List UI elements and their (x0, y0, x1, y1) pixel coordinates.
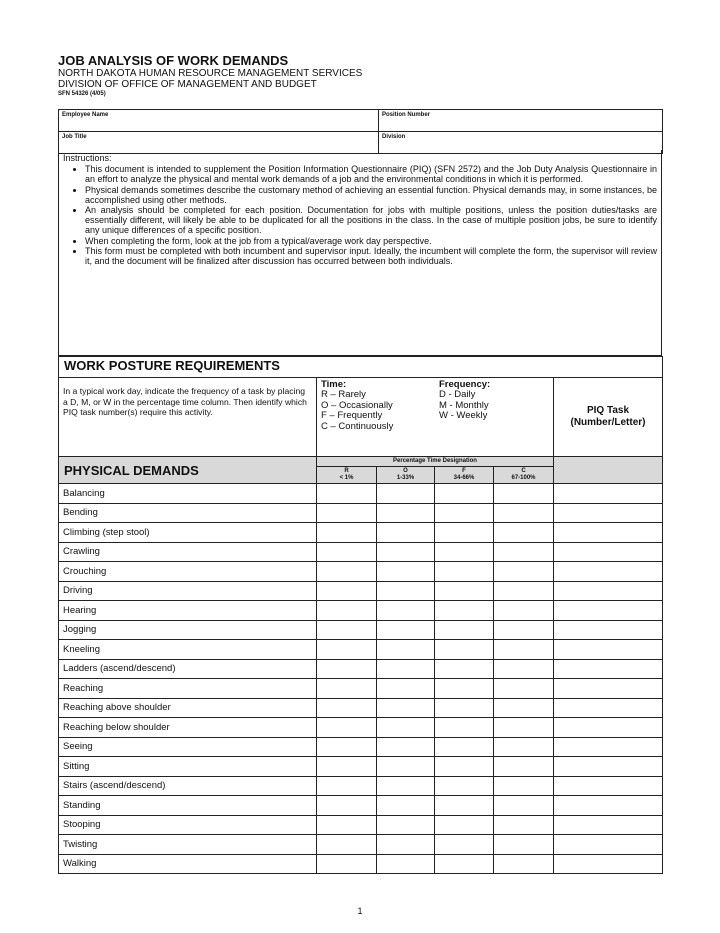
continuously-cell[interactable] (494, 523, 554, 543)
continuously-cell[interactable] (494, 776, 554, 796)
piq-task-cell[interactable] (554, 620, 663, 640)
job-title-label: Job Title (62, 134, 87, 140)
time-legend (321, 380, 439, 432)
frequently-cell[interactable] (435, 581, 494, 601)
continuously-cell[interactable] (494, 581, 554, 601)
percentage-band-label: Percentage Time Designation (317, 457, 554, 467)
rarely-cell[interactable] (317, 523, 377, 543)
rarely-cell[interactable] (317, 679, 377, 699)
demand-label: Bending (59, 503, 317, 523)
piq-task-cell[interactable] (554, 776, 663, 796)
demand-label: Crawling (59, 542, 317, 562)
frequency-legend-item: M - Monthly (439, 399, 489, 411)
physical-demands-heading: PHYSICAL DEMANDS (59, 457, 317, 484)
demand-label: Reaching below shoulder (59, 718, 317, 738)
table-row (59, 503, 663, 523)
piq-task-cell[interactable] (554, 815, 663, 835)
piq-task-header (554, 378, 663, 457)
occasionally-cell[interactable] (377, 542, 435, 562)
occasionally-cell[interactable] (377, 776, 435, 796)
column-code: F (462, 468, 466, 474)
employee-name-field[interactable] (59, 110, 379, 132)
occasionally-cell[interactable] (377, 601, 435, 621)
instruction-item: • This form must be completed with both incumbent and supervisor input. Ideally, the incumbent will complete the form, the supervisor will review it, and the document will be finalized after discussion has occurred between both individuals. (85, 246, 657, 266)
continuously-cell[interactable] (494, 815, 554, 835)
occasionally-cell[interactable] (377, 659, 435, 679)
demand-label: Reaching above shoulder (59, 698, 317, 718)
demand-label: Sitting (59, 757, 317, 777)
demand-label: Driving (59, 581, 317, 601)
rarely-cell[interactable] (317, 835, 377, 855)
demand-label: Walking (59, 854, 317, 874)
continuously-cell[interactable] (494, 679, 554, 699)
piq-task-cell[interactable] (554, 640, 663, 660)
column-header-rarely (317, 467, 377, 484)
demand-rows (59, 484, 663, 874)
employee-name-label: Employee Name (62, 112, 109, 118)
rarely-cell[interactable] (317, 815, 377, 835)
column-range: < 1% (339, 475, 354, 481)
physical-demands-table (58, 356, 663, 874)
rarely-cell[interactable] (317, 757, 377, 777)
legend-box (317, 378, 554, 457)
column-range: 67-100% (511, 475, 536, 481)
piq-task-cell[interactable] (554, 698, 663, 718)
frequently-cell[interactable] (435, 620, 494, 640)
occasionally-cell[interactable] (377, 737, 435, 757)
column-code: R (344, 468, 349, 474)
table-row (59, 542, 663, 562)
continuously-cell[interactable] (494, 503, 554, 523)
continuously-cell[interactable] (494, 640, 554, 660)
demand-label: Hearing (59, 601, 317, 621)
column-code: O (403, 468, 408, 474)
table-row (59, 815, 663, 835)
column-code: C (521, 468, 526, 474)
demand-label: Kneeling (59, 640, 317, 660)
demand-label: Standing (59, 796, 317, 816)
occasionally-cell[interactable] (377, 503, 435, 523)
form-title: JOB ANALYSIS OF WORK DEMANDS (58, 53, 289, 68)
instructions-list (63, 164, 657, 266)
instruction-item: • This document is intended to supplement the Position Information Questionnaire (PIQ) (SFN 2572) and the Job Duty Analysis Questionnaire in an effort to analyze the physical and mental work demands of a job and the environmental conditions in which it is performed. (85, 164, 657, 184)
form-number: SFN 54326 (4/05) (58, 91, 106, 97)
demand-label: Reaching (59, 679, 317, 699)
continuously-cell[interactable] (494, 659, 554, 679)
table-row (59, 776, 663, 796)
table-row (59, 835, 663, 855)
agency-name: NORTH DAKOTA HUMAN RESOURCE MANAGEMENT SERVICES (58, 68, 363, 79)
frequently-cell[interactable] (435, 835, 494, 855)
occasionally-cell[interactable] (377, 679, 435, 699)
rarely-cell[interactable] (317, 542, 377, 562)
piq-task-cell[interactable] (554, 581, 663, 601)
occasionally-cell[interactable] (377, 815, 435, 835)
frequently-cell[interactable] (435, 815, 494, 835)
position-number-label: Position Number (382, 112, 431, 118)
rarely-cell[interactable] (317, 581, 377, 601)
piq-column-header (554, 457, 663, 484)
table-row (59, 523, 663, 543)
occasionally-cell[interactable] (377, 523, 435, 543)
column-header-occasionally (377, 467, 435, 484)
continuously-cell[interactable] (494, 718, 554, 738)
rarely-cell[interactable] (317, 698, 377, 718)
column-range: 34-66% (453, 475, 475, 481)
division-name: DIVISION OF OFFICE OF MANAGEMENT AND BUDGET (58, 79, 317, 90)
occasionally-cell[interactable] (377, 698, 435, 718)
frequently-cell[interactable] (435, 503, 494, 523)
frequently-cell[interactable] (435, 698, 494, 718)
occasionally-cell[interactable] (377, 718, 435, 738)
form-header (58, 53, 668, 98)
table-row (59, 601, 663, 621)
time-legend-item: O – Occasionally (321, 399, 393, 411)
position-number-field[interactable] (379, 110, 663, 132)
frequently-cell[interactable] (435, 757, 494, 777)
work-posture-description: In a typical work day, indicate the frequency of a task by placing a D, M, or W in the percentage time column. Then identify which PIQ task number(s) require this activity. (59, 378, 317, 457)
rarely-cell[interactable] (317, 562, 377, 582)
continuously-cell[interactable] (494, 757, 554, 777)
occasionally-cell[interactable] (377, 562, 435, 582)
continuously-cell[interactable] (494, 796, 554, 816)
table-row (59, 757, 663, 777)
table-row (59, 679, 663, 699)
piq-task-cell[interactable] (554, 737, 663, 757)
time-legend-item: C – Continuously (321, 420, 394, 432)
instruction-item: • Physical demands sometimes describe the customary method of achieving an essential function. Physical demands may, in some instances, be accomplished using other methods. (85, 185, 657, 205)
frequently-cell[interactable] (435, 484, 494, 504)
table-row (59, 659, 663, 679)
frequently-cell[interactable] (435, 776, 494, 796)
frequently-cell[interactable] (435, 562, 494, 582)
frequently-cell[interactable] (435, 796, 494, 816)
continuously-cell[interactable] (494, 737, 554, 757)
demand-label: Ladders (ascend/descend) (59, 659, 317, 679)
continuously-cell[interactable] (494, 835, 554, 855)
work-posture-heading: WORK POSTURE REQUIREMENTS (59, 357, 663, 378)
occasionally-cell[interactable] (377, 854, 435, 874)
frequently-cell[interactable] (435, 718, 494, 738)
table-row (59, 640, 663, 660)
table-row (59, 854, 663, 874)
frequently-cell[interactable] (435, 542, 494, 562)
continuously-cell[interactable] (494, 542, 554, 562)
time-legend-title: Time: (321, 379, 347, 390)
occasionally-cell[interactable] (377, 620, 435, 640)
piq-task-cell[interactable] (554, 679, 663, 699)
piq-task-cell[interactable] (554, 601, 663, 621)
piq-task-cell[interactable] (554, 796, 663, 816)
demand-label: Stairs (ascend/descend) (59, 776, 317, 796)
piq-task-cell[interactable] (554, 835, 663, 855)
rarely-cell[interactable] (317, 737, 377, 757)
continuously-cell[interactable] (494, 601, 554, 621)
occasionally-cell[interactable] (377, 484, 435, 504)
piq-task-cell[interactable] (554, 659, 663, 679)
piq-task-cell[interactable] (554, 523, 663, 543)
rarely-cell[interactable] (317, 484, 377, 504)
frequently-cell[interactable] (435, 679, 494, 699)
demand-label: Twisting (59, 835, 317, 855)
demand-label: Balancing (59, 484, 317, 504)
rarely-cell[interactable] (317, 796, 377, 816)
piq-task-cell[interactable] (554, 718, 663, 738)
demand-label: Stooping (59, 815, 317, 835)
piq-task-cell[interactable] (554, 562, 663, 582)
table-row (59, 581, 663, 601)
continuously-cell[interactable] (494, 620, 554, 640)
occasionally-cell[interactable] (377, 581, 435, 601)
rarely-cell[interactable] (317, 620, 377, 640)
page-number: 1 (357, 906, 363, 916)
demand-label: Seeing (59, 737, 317, 757)
rarely-cell[interactable] (317, 718, 377, 738)
instruction-item: • An analysis should be completed for each position. Documentation for jobs with multiple positions, unless the position duties/tasks are essentially different, will likely be able to be duplicated for all the positions in the class. In the case of multiple position jobs, be sure to identify any unique differences of a specific position. (85, 205, 657, 236)
frequently-cell[interactable] (435, 523, 494, 543)
piq-task-cell[interactable] (554, 484, 663, 504)
rarely-cell[interactable] (317, 854, 377, 874)
frequently-cell[interactable] (435, 854, 494, 874)
rarely-cell[interactable] (317, 601, 377, 621)
table-row (59, 698, 663, 718)
table-row (59, 620, 663, 640)
occasionally-cell[interactable] (377, 757, 435, 777)
occasionally-cell[interactable] (377, 640, 435, 660)
time-legend-item: R – Rarely (321, 389, 366, 401)
frequency-legend-item: W - Weekly (439, 410, 488, 422)
demand-label: Climbing (step stool) (59, 523, 317, 543)
frequently-cell[interactable] (435, 640, 494, 660)
table-row (59, 562, 663, 582)
table-row (59, 737, 663, 757)
piq-task-label: PIQ Task (586, 405, 630, 416)
occasionally-cell[interactable] (377, 796, 435, 816)
rarely-cell[interactable] (317, 659, 377, 679)
frequency-legend-title: Frequency: (439, 379, 491, 390)
demand-label: Jogging (59, 620, 317, 640)
frequently-cell[interactable] (435, 737, 494, 757)
table-row (59, 484, 663, 504)
rarely-cell[interactable] (317, 776, 377, 796)
table-row (59, 718, 663, 738)
frequently-cell[interactable] (435, 659, 494, 679)
piq-task-cell[interactable] (554, 757, 663, 777)
employee-info-table (58, 109, 663, 154)
demand-label: Crouching (59, 562, 317, 582)
continuously-cell[interactable] (494, 562, 554, 582)
piq-task-cell[interactable] (554, 542, 663, 562)
piq-task-sublabel: (Number/Letter) (570, 417, 646, 428)
frequently-cell[interactable] (435, 601, 494, 621)
frequency-legend (439, 380, 539, 422)
division-label: Division (382, 134, 406, 140)
frequency-legend-item: D - Daily (439, 389, 476, 401)
column-header-continuously (494, 467, 554, 484)
table-row (59, 796, 663, 816)
column-header-frequently (435, 467, 494, 484)
instruction-item: • When completing the form, look at the job from a typical/average work day perspective. (85, 236, 657, 246)
column-range: 1-33% (396, 475, 415, 481)
rarely-cell[interactable] (317, 640, 377, 660)
time-legend-item: F – Frequently (321, 410, 383, 422)
rarely-cell[interactable] (317, 503, 377, 523)
piq-task-cell[interactable] (554, 503, 663, 523)
instructions-box (58, 150, 662, 356)
continuously-cell[interactable] (494, 484, 554, 504)
continuously-cell[interactable] (494, 698, 554, 718)
instructions-heading: Instructions: (63, 153, 112, 163)
continuously-cell[interactable] (494, 854, 554, 874)
piq-task-cell[interactable] (554, 854, 663, 874)
occasionally-cell[interactable] (377, 835, 435, 855)
